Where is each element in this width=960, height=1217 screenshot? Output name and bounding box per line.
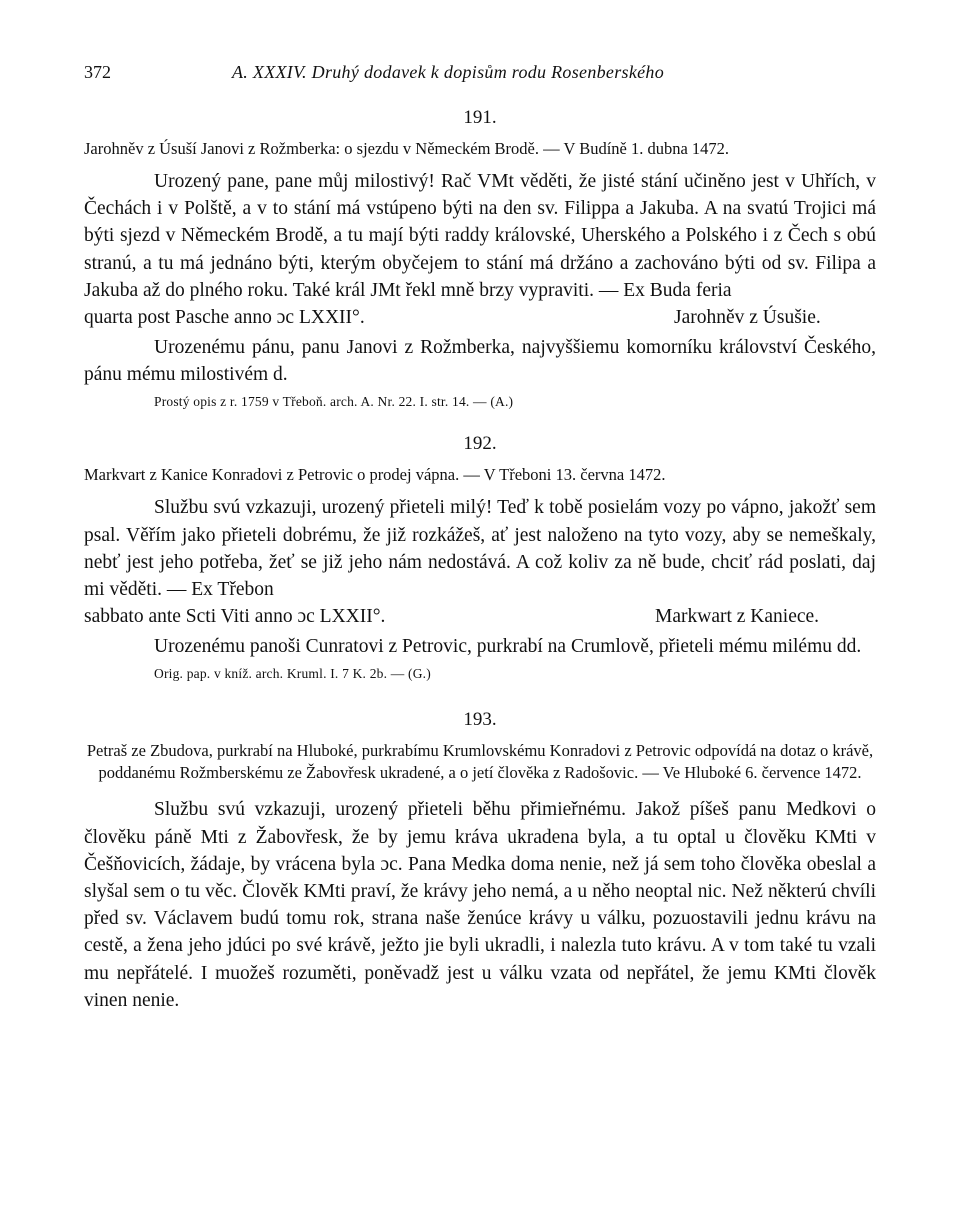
document-193 [84,708,876,1014]
book-page [84,62,876,1014]
document-body: Službu svú vzkazuji, urozený přieteli běhu přimieřnému. Jakož píšeš panu Medkovi o člověku páně Mti z Žabovřesk, že by jemu kráva ukradena byla, a tu optal u člověku KMti v Češňovicích, žádaje, by vrácena byla ɔc. Pana Medka doma nenie, než já sem toho člověka obeslal a slyšal sem o tu věc. Člověk KMti praví, že krávy jeho nemá, a u něho neoptal nic. Než některú chvíli před sv. Václavem budú tomu rok, strana naše ženúce krávy u válku, pozuostavili jednu krávu na cestě, a žena jeho jdúci po své krávě, ježto jie byli ukradli, i nalezla tuto krávu. A v tom také tu vzali mu nepřátelé. I muožeš rozuměti, poněvadž jest u válku vzata od nepřátel, že jemu KMti člověk vinen nenie. [84,799,876,1011]
signature: Jarohněv z Úsušie. [674,307,821,329]
dating-clause: sabbato ante Scti Viti anno ɔc LXXII°. [84,606,386,628]
dating-clause: quarta post Pasche anno ɔc LXXII°. [84,307,365,329]
address: Urozenému panoši Cunratovi z Petrovic, purkrabí na Crumlově, přieteli mému milému dd. [154,636,862,658]
closing-line [84,603,876,630]
running-title: A. XXXIV. Druhý dodavek k dopisům rodu Rosenberského [232,62,665,82]
document-192 [84,432,876,684]
address: Urozenému pánu, panu Janovi z Rožmberka, najvyššiemu komorníku království Českého, pánu mému milostivém d. [84,337,876,386]
document-number: 191. [463,107,497,128]
document-body: Urozený pane, pane můj milostivý! Rač VMt věděti, že jisté stání učiněno jest v Uhřích, v Čechách i v Polště, a v to stání má vstúpeno býti na den sv. Filippa a Jakuba. A na svatú Trojici má býti sjezd v Německém Brodě, a tu mají býti raddy královské, Uherského a Polského i z Čech s obú stranú, a tu má jednáno býti, kterým obyčejem to stání má držáno a zachováno býti od sv. Filipa a Jakuba až do plného roku. Také král JMt řekl mně brzy vypraviti. — Ex Buda feria [84,171,876,301]
document-191 [84,106,876,412]
document-body: Službu svú vzkazuji, urozený přieteli milý! Teď k tobě posielám vozy po vápno, jakožť sem psal. Věřím jako přieteli dobrému, že již rozkážeš, ať jest naloženo na tyto vozy, aby se nemeškaly, nebť jest jeho potřeba, žeť se již jeho nám nedostává. A což koliv za ně bude, chciť rád poslati, daj mi věděti. — Ex Třebon [84,497,876,601]
source-note: Prostý opis z r. 1759 v Třeboň. arch. A. Nr. 22. I. str. 14. — (A.) [154,394,514,410]
document-number: 192. [463,433,497,455]
closing-line [84,304,876,331]
document-number: 193. [463,709,497,731]
document-summary: Markvart z Kanice Konradovi z Petrovic o prodej vápna. — V Třeboni 13. června 1472. [84,465,666,485]
running-head [84,62,876,88]
page-number: 372 [84,62,111,82]
signature: Markwart z Kaniece. [655,606,820,628]
source-note: Orig. pap. v kníž. arch. Kruml. I. 7 K. 2b. — (G.) [154,666,431,682]
document-summary: Petraš ze Zbudova, purkrabí na Hluboké, purkrabímu Krumlovskému Konradovi z Petrovic odpovídá na dotaz o krávě, poddanému Rožmberskému ze Žabovřesk ukradené, a o jetí člověka z Radošovic. — Ve Hluboké 6. července 1472. [86,741,874,783]
document-summary: Jarohněv z Úsuší Janovi z Rožmberka: o sjezdu v Německém Brodě. — V Budíně 1. dubna 1472. [84,139,730,158]
